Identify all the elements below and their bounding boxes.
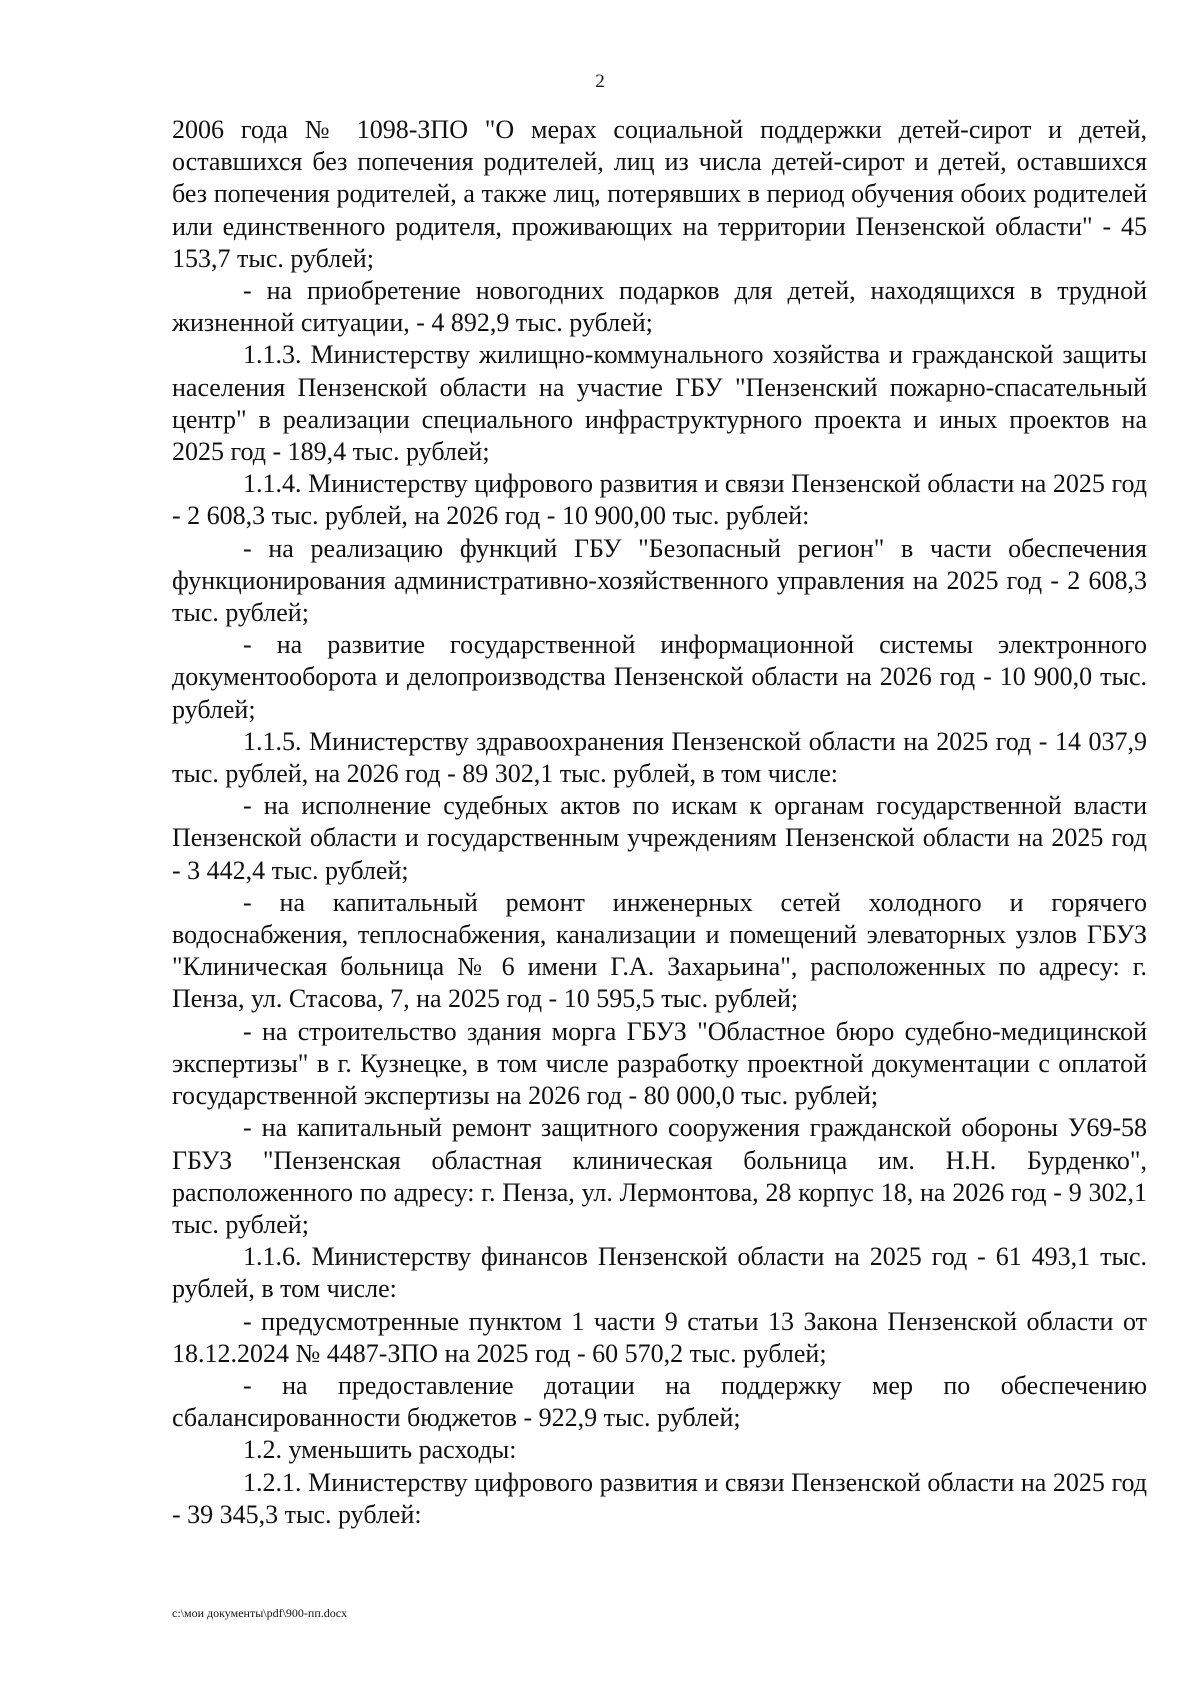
paragraph: 1.1.4. Министерству цифрового развития и связи Пензенской области на 2025 год - 2 608,3 тыс. рублей, на 2026 год - 10 900,00 тыс. рублей: [172,469,1147,531]
paragraph: 2006 года № 1098-ЗПО "О мерах социальной поддержки детей-сирот и детей, оставшихся без попечения родителей, лиц из числа детей-сирот и детей, оставшихся без попечения родителей, а также лиц, потерявших в период обучения обоих родителей или единственного родителя, проживающих на территории Пензенской области" - 45 153,7 тыс. рублей; [172,115,1147,273]
paragraph: - на строительство здания морга ГБУЗ "Областное бюро судебно-медицинской экспертизы" в г. Кузнецке, в том числе разработку проектной документации с оплатой государственной экспертизы на 2026 год - 80 000,0 тыс. рублей; [172,1016,1147,1111]
paragraph: - на предоставление дотации на поддержку мер по обеспечению сбалансированности бюджетов - 922,9 тыс. рублей; [172,1370,1147,1433]
paragraph: - на исполнение судебных актов по искам к органам государственной власти Пензенской области и государственным учреждениям Пензенской области на 2025 год - 3 442,4 тыс. рублей; [172,791,1147,885]
paragraph: 1.1.5. Министерству здравоохранения Пензенской области на 2025 год - 14 037,9 тыс. рублей, на 2026 год - 89 302,1 тыс. рублей, в том числе: [172,726,1147,789]
paragraph: - на реализацию функций ГБУ "Безопасный регион" в части обеспечения функционирования административно-хозяйственного управления на 2025 год - 2 608,3 тыс. рублей; [172,533,1147,628]
paragraph: 1.2. уменьшить расходы: [243,1435,517,1465]
document-body [172,114,1147,1531]
paragraph: - предусмотренные пунктом 1 части 9 статьи 13 Закона Пензенской области от 18.12.2024 № 4487-ЗПО на 2025 год - 60 570,2 тыс. рублей; [172,1306,1147,1368]
footer-file-path: c:\мои документы\pdf\900-пп.docx [172,1606,348,1620]
paragraph: - на капитальный ремонт инженерных сетей холодного и горячего водоснабжения, теплоснабжения, канализации и помещений элеваторных узлов ГБУЗ "Клиническая больница № 6 имени Г.А. Захарьина", расположенных по адресу: г. Пенза, ул. Стасова, 7, на 2025 год - 10 595,5 тыс. рублей; [172,887,1147,1014]
paragraph: 1.1.3. Министерству жилищно-коммунального хозяйства и гражданской защиты населения Пензенской области на участие ГБУ "Пензенский пожарно-спасательный центр" в реализации специального инфраструктурного проекта и иных проектов на 2025 год - 189,4 тыс. рублей; [172,340,1147,467]
paragraph: - на развитие государственной информационной системы электронного документооборота и делопроизводства Пензенской области на 2026 год - 10 900,0 тыс. рублей; [172,630,1147,724]
paragraph: 1.1.6. Министерству финансов Пензенской области на 2025 год - 61 493,1 тыс. рублей, в том числе: [172,1242,1147,1304]
paragraph: - на капитальный ремонт защитного сооружения гражданской обороны У69-58 ГБУЗ "Пензенская областная клиническая больница им. Н.Н. Бурденко", расположенного по адресу: г. Пенза, ул. Лермонтова, 28 корпус 18, на 2026 год - 9 302,1 тыс. рублей; [172,1113,1147,1239]
page-number: 2 [595,71,605,92]
paragraph: 1.2.1. Министерству цифрового развития и связи Пензенской области на 2025 год - 39 345,3 тыс. рублей: [172,1467,1147,1529]
paragraph: - на приобретение новогодних подарков для детей, находящихся в трудной жизненной ситуации, - 4 892,9 тыс. рублей; [172,276,1147,338]
